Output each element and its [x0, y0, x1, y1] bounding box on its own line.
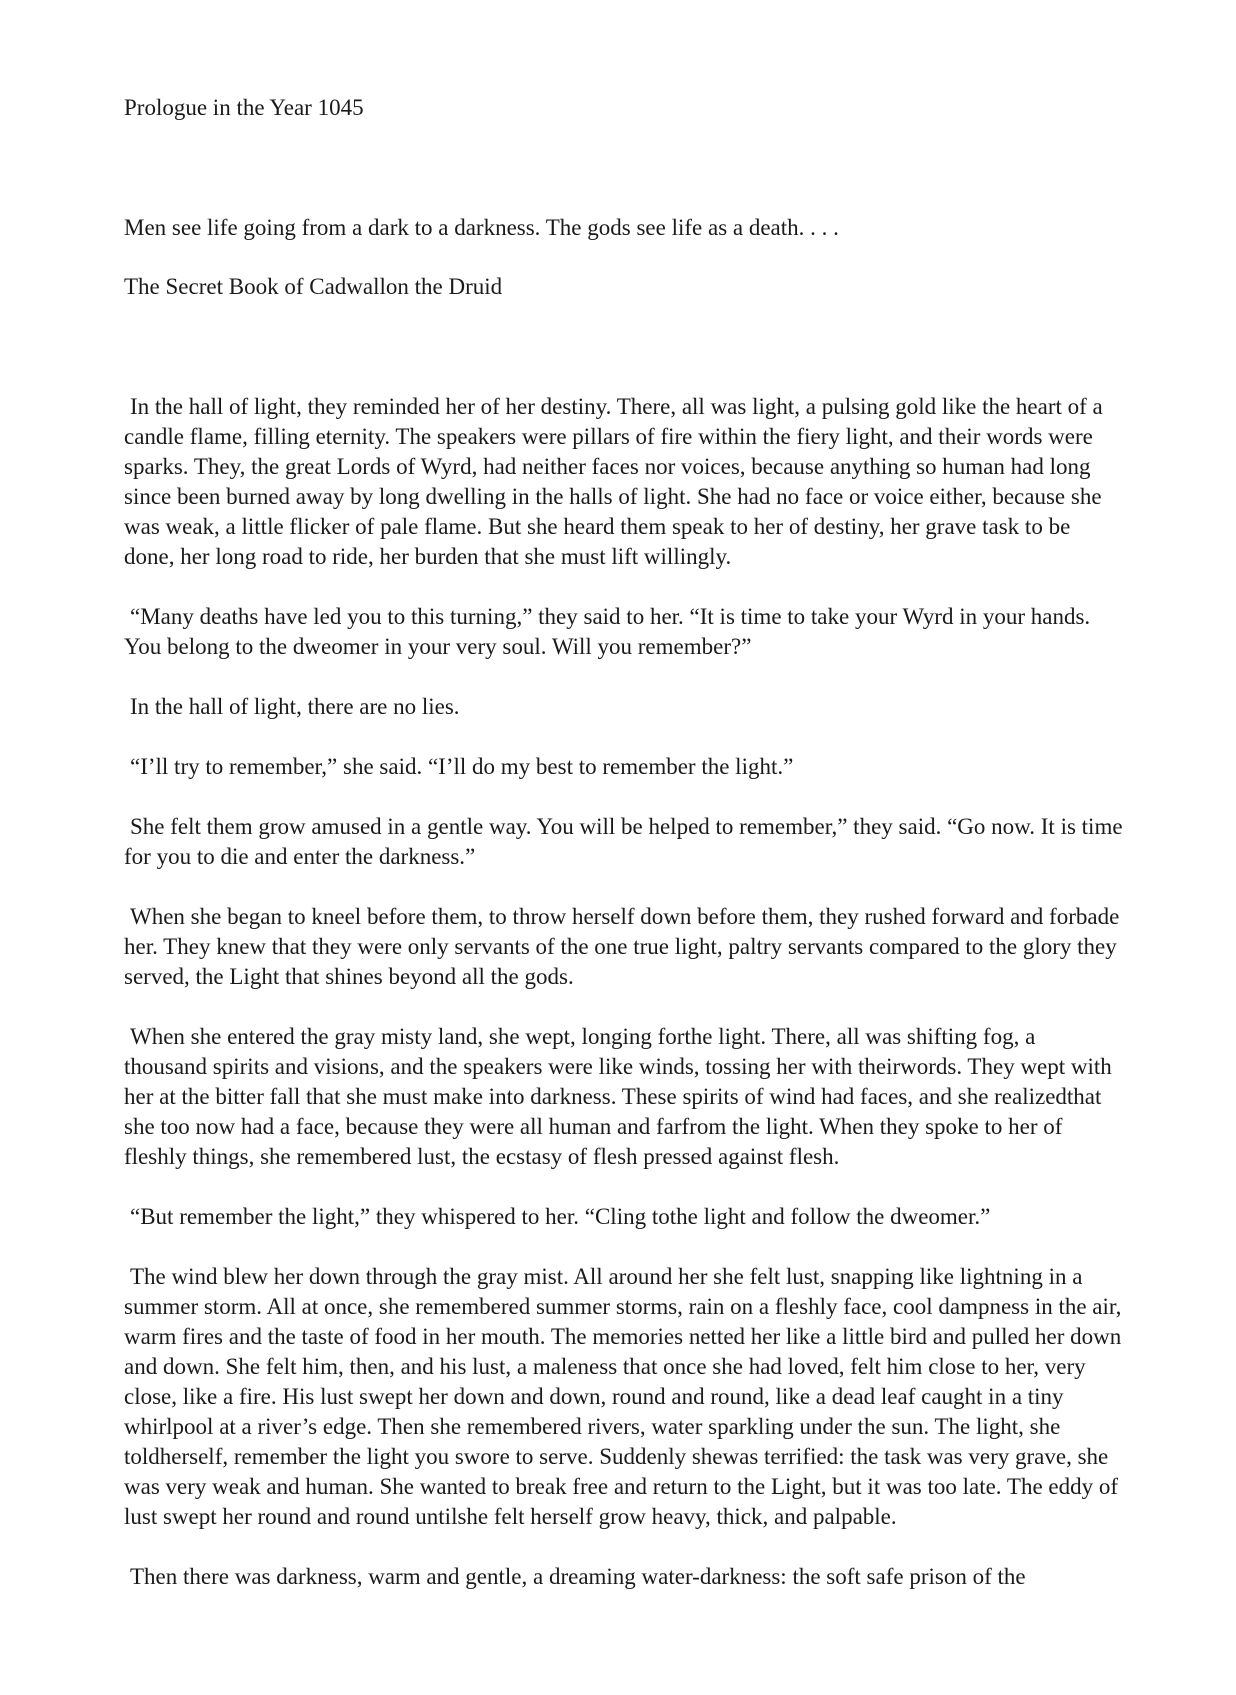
paragraph: In the hall of light, they reminded her of her destiny. There, all was light, a pulsing gold like the heart of a candle flame, filling eternity. The speakers were pillars of fire within the fiery light, and their words were sparks. They, the great Lords of Wyrd, had neither faces nor voices, because anything so human had long since been burned away by long dwelling in the halls of light. She had no face or voice either, because she was weak, a little flicker of pale flame. But she heard them speak to her of destiny, her grave task to be done, her long road to ride, her burden that she must lift willingly.	[124, 394, 1103, 569]
paragraph: “Many deaths have led you to this turning,” they said to her. “It is time to take your Wyrd in your hands. You belong to the dweomer in your very soul. Will you remember?”	[124, 604, 1091, 659]
paragraph: In the hall of light, there are no lies.	[130, 694, 460, 719]
epigraph-quote: Men see life going from a dark to a darkness. The gods see life as a death. . . .	[124, 215, 839, 240]
paragraph: “I’ll try to remember,” she said. “I’ll do my best to remember the light.”	[130, 754, 794, 779]
paragraph: Then there was darkness, warm and gentle, a dreaming water-darkness: the soft safe prison of the	[130, 1564, 1026, 1589]
paragraph: When she began to kneel before them, to throw herself down before them, they rushed forward and forbade her. They knew that they were only servants of the one true light, paltry servants compared to the glory they served, the Light that shines beyond all the gods.	[124, 904, 1120, 989]
paragraph: “But remember the light,” they whispered to her. “Cling tothe light and follow the dweomer.”	[130, 1204, 991, 1229]
chapter-title: Prologue in the Year 1045	[124, 95, 364, 120]
paragraph: The wind blew her down through the gray mist. All around her she felt lust, snapping like lightning in a summer storm. All at once, she remembered summer storms, rain on a fleshly face, cool dampness in the air, warm fires and the taste of food in her mouth. The memories netted her like a little bird and pulled her down and down. She felt him, then, and his lust, a maleness that once she had loved, felt him close to her, very close, like a fire. His lust swept her down and down, round and round, like a dead leaf caught in a tiny whirlpool at a river’s edge. Then she remembered rivers, water sparkling under the sun. The light, she toldherself, remember the light you swore to serve. Suddenly shewas terrified: the task was very grave, she was very weak and human. She wanted to break free and return to the Light, but it was too late. The eddy of lust swept her round and round untilshe felt herself grow heavy, thick, and palpable.	[124, 1264, 1122, 1529]
paragraph: She felt them grow amused in a gentle way. You will be helped to remember,” they said. “Go now. It is time for you to die and enter the darkness.”	[124, 814, 1123, 869]
body-text	[124, 392, 1124, 1622]
epigraph-source: The Secret Book of Cadwallon the Druid	[124, 274, 503, 299]
paragraph: When she entered the gray misty land, she wept, longing forthe light. There, all was shifting fog, a thousand spirits and visions, and the speakers were like winds, tossing her with theirwords. They wept with her at the bitter fall that she must make into darkness. These spirits of wind had faces, and she realizedthat she too now had a face, because they were all human and farfrom the light. When they spoke to her of fleshly things, she remembered lust, the ecstasy of flesh pressed against flesh.	[124, 1024, 1112, 1169]
